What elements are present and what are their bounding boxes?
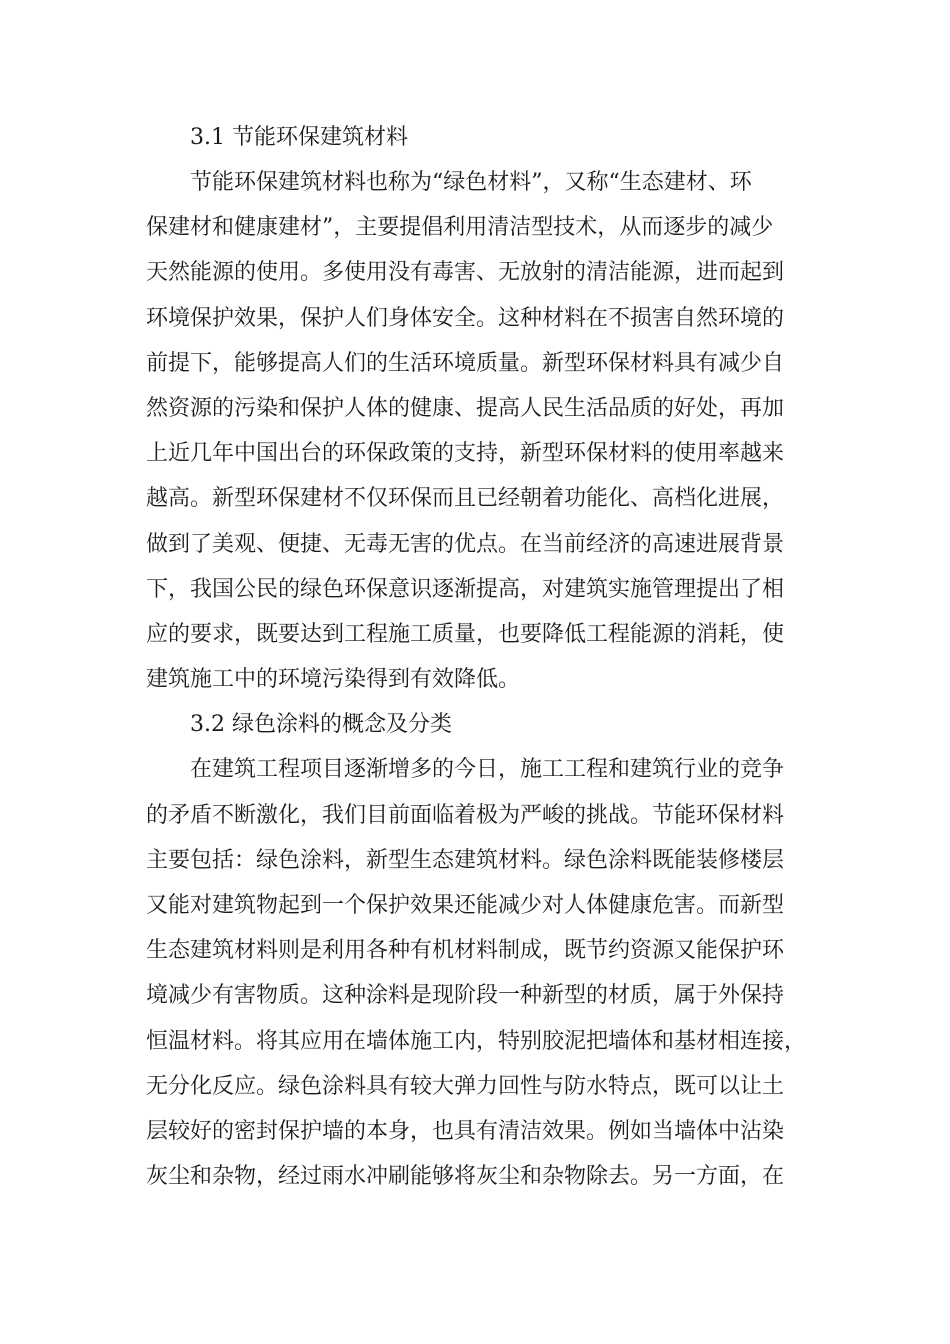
text-line: 又能对建筑物起到一个保护效果还能减少对人体健康危害。而新型 <box>146 893 785 919</box>
section-heading-3-2: 3.2 绿色涂料的概念及分类 <box>190 712 452 738</box>
text-line: 前提下，能够提高人们的生活环境质量。新型环保材料具有减少自 <box>146 350 785 376</box>
text-line: 在建筑工程项目逐渐增多的今日，施工工程和建筑行业的竞争 <box>190 757 785 783</box>
paragraph-green-coatings <box>146 747 806 1199</box>
text-line: 做到了美观、便捷、无毒无害的优点。在当前经济的高速进展背景 <box>146 531 785 557</box>
text-line: 建筑施工中的环境污染得到有效降低。 <box>146 667 521 693</box>
paragraph-green-building-materials <box>146 160 806 702</box>
text-line: 上近几年中国出台的环保政策的支持，新型环保材料的使用率越来 <box>146 441 785 467</box>
text-line: 主要包括：绿色涂料，新型生态建筑材料。绿色涂料既能装修楼层 <box>146 847 785 873</box>
text-line: 越高。新型环保建材不仅环保而且已经朝着功能化、高档化进展， <box>146 486 785 512</box>
text-line: 环境保护效果，保护人们身体安全。这种材料在不损害自然环境的 <box>146 305 785 331</box>
text-line: 应的要求，既要达到工程施工质量，也要降低工程能源的消耗，使 <box>146 622 785 648</box>
text-line: 恒温材料。将其应用在墙体施工内，特别胶泥把墙体和基材相连接， <box>146 1028 807 1054</box>
text-line: 灰尘和杂物，经过雨水冲刷能够将灰尘和杂物除去。另一方面，在 <box>146 1164 785 1190</box>
text-line: 的矛盾不断激化，我们目前面临着极为严峻的挑战。节能环保材料 <box>146 802 785 828</box>
section-heading-3-1: 3.1 节能环保建筑材料 <box>190 125 408 150</box>
text-line: 无分化反应。绿色涂料具有较大弹力回性与防水特点，既可以让土 <box>146 1073 785 1099</box>
text-line: 生态建筑材料则是利用各种有机材料制成，既节约资源又能保护环 <box>146 938 785 964</box>
text-line: 天然能源的使用。多使用没有毒害、无放射的清洁能源，进而起到 <box>146 260 785 286</box>
text-line: 保建材和健康建材”，主要提倡利用清洁型技术，从而逐步的减少 <box>146 215 774 241</box>
document-body <box>146 115 806 1199</box>
text-line: 节能环保建筑材料也称为“绿色材料”，又称“生态建材、环 <box>190 170 752 195</box>
text-line: 境减少有害物质。这种涂料是现阶段一种新型的材质，属于外保持 <box>146 983 785 1009</box>
text-line: 然资源的污染和保护人体的健康、提高人民生活品质的好处，再加 <box>146 396 785 422</box>
text-line: 下，我国公民的绿色环保意识逐渐提高，对建筑实施管理提出了相 <box>146 576 785 602</box>
text-line: 层较好的密封保护墙的本身，也具有清洁效果。例如当墙体中沾染 <box>146 1119 785 1145</box>
